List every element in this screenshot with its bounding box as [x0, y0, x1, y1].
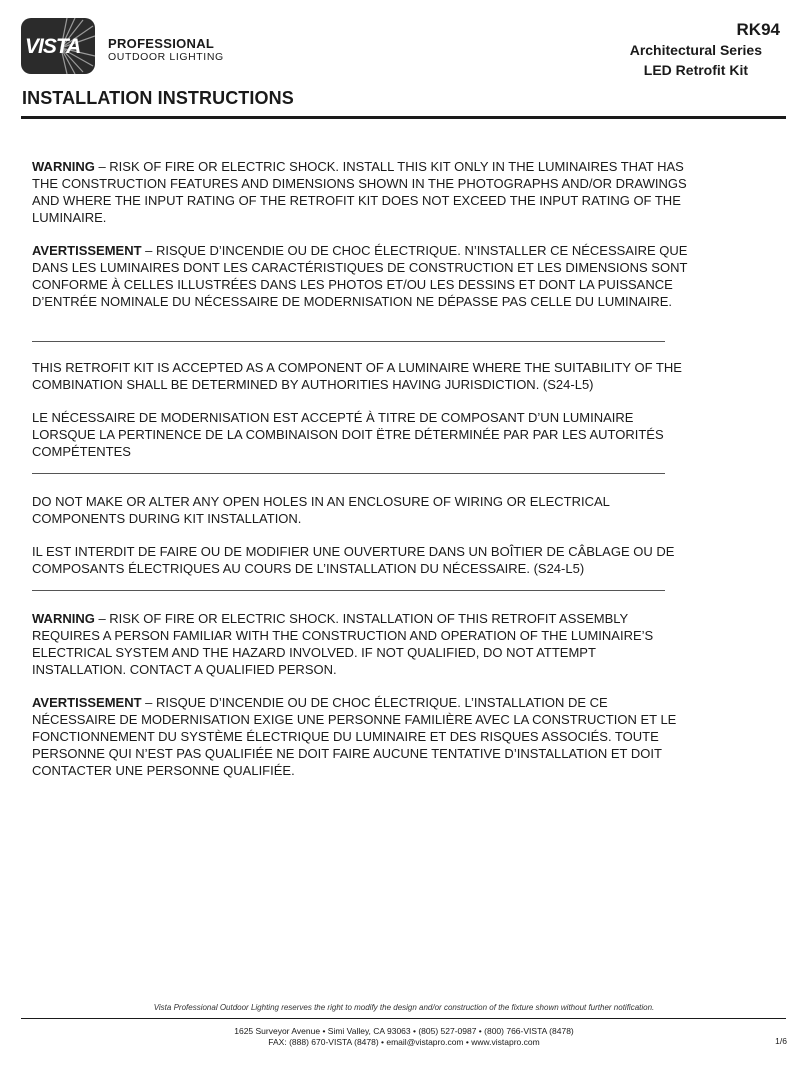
warning-paragraph-en [32, 158, 692, 226]
product-name: LED Retrofit Kit [643, 62, 748, 78]
section-divider [32, 590, 665, 591]
header-divider [21, 116, 786, 119]
footer-address: 1625 Surveyor Avenue • Simi Valley, CA 93063 • (805) 527-0987 • (800) 766-VISTA (8478) [234, 1026, 574, 1036]
holes-paragraph-fr: IL EST INTERDIT DE FAIRE OU DE MODIFIER UNE OUVERTURE DANS UN BOÎTIER DE CÂBLAGE OU DE COMPOSANTS ÉLECTRIQUES AU COURS DE L’INSTALLATION DU NÉCESSAIRE. (S24-L5) [32, 544, 675, 576]
section-divider [32, 473, 665, 474]
footer-divider [21, 1018, 786, 1019]
acceptance-paragraph-en: THIS RETROFIT KIT IS ACCEPTED AS A COMPONENT OF A LUMINAIRE WHERE THE SUITABILITY OF THE COMBINATION SHALL BE DETERMINED BY AUTHORITIES HAVING JURISDICTION. (S24-L5) [32, 360, 682, 392]
avertissement-text: – RISQUE D’INCENDIE OU DE CHOC ÉLECTRIQUE. N’INSTALLER CE NÉCESSAIRE QUE DANS LES LUMINAIRES DONT LES CARACTÉRISTIQUES DE CONSTRUCTION ET LES DIMENSIONS SONT CONFORME À CELLES ILLUSTRÉES DANS LES PHOTOS ET/OU LES DESSINS ET DONT LA PUISSANCE D’ENTRÉE NOMINALE DU NÉCESSAIRE DE MODERNISATION NE DÉPASSE PAS CELLE DU LUMINAIRE. [32, 243, 688, 309]
product-series: Architectural Series [629, 42, 762, 58]
logo-wordmark: VISTA [25, 35, 81, 58]
brand-name: PROFESSIONAL [108, 36, 215, 51]
warning-label: WARNING [32, 159, 95, 174]
model-number: RK94 [736, 20, 780, 39]
warning-text: – RISK OF FIRE OR ELECTRIC SHOCK. INSTALL THIS KIT ONLY IN THE LUMINAIRES THAT HAS THE CONSTRUCTION FEATURES AND DIMENSIONS SHOWN IN THE PHOTOGRAPHS AND/OR DRAWINGS AND WHERE THE INPUT RATING OF THE RETROFIT KIT DOES NOT EXCEED THE INPUT RATING OF THE LUMINAIRE. [32, 159, 687, 225]
footer-contact: FAX: (888) 670-VISTA (8478) • email@vistapro.com • www.vistapro.com [268, 1037, 540, 1047]
avertissement-label: AVERTISSEMENT [32, 243, 142, 258]
avertissement-text: – RISQUE D’INCENDIE OU DE CHOC ÉLECTRIQUE. L’INSTALLATION DE CE NÉCESSAIRE DE MODERNISATION EXIGE UNE PERSONNE FAMILIÈRE AVEC LA CONSTRUCTION ET LE FONCTIONNEMENT DU SYSTÈME ÉLECTRIQUE DU LUMINAIRE ET DES RISQUES ASSOCIÉS. TOUTE PERSONNE QUI N’EST PAS QUALIFIÉE NE DOIT FAIRE AUCUNE TENTATIVE D’INSTALLATION ET DOIT CONTACTER UNE PERSONNE QUALIFIÉE. [32, 695, 677, 778]
section-divider [32, 341, 665, 342]
holes-paragraph-en: DO NOT MAKE OR ALTER ANY OPEN HOLES IN AN ENCLOSURE OF WIRING OR ELECTRICAL COMPONENTS DURING KIT INSTALLATION. [32, 494, 610, 526]
page-number: 1/6 [775, 1036, 787, 1046]
acceptance-paragraph-fr: LE NÉCESSAIRE DE MODERNISATION EST ACCEPTÉ À TITRE DE COMPOSANT D’UN LUMINAIRE LORSQUE LA PERTINENCE DE LA COMBINAISON DOIT ËTRE DÉTERMINÉE PAR PAR LES AUTORITÉS COMPÉTENTES [32, 410, 664, 459]
warning-text: – RISK OF FIRE OR ELECTRIC SHOCK. INSTALLATION OF THIS RETROFIT ASSEMBLY REQUIRES A PERSON FAMILIAR WITH THE CONSTRUCTION AND OPERATION OF THE LUMINAIRE’S ELECTRICAL SYSTEM AND THE HAZARD INVOLVED. IF NOT QUALIFIED, DO NOT ATTEMPT INSTALLATION. CONTACT A QUALIFIED PERSON. [32, 611, 654, 677]
qualified-warning-paragraph-en [32, 610, 692, 678]
warning-label: WARNING [32, 611, 95, 626]
avertissement-paragraph-fr [32, 242, 692, 310]
footer-disclaimer: Vista Professional Outdoor Lighting reserves the right to modify the design and/or construction of the fixture shown without further notification. [153, 1003, 655, 1012]
qualified-avertissement-paragraph-fr [32, 694, 692, 779]
vista-logo [21, 18, 95, 74]
page-title: INSTALLATION INSTRUCTIONS [22, 88, 294, 108]
brand-tagline: OUTDOOR LIGHTING [108, 51, 224, 63]
avertissement-label: AVERTISSEMENT [32, 695, 142, 710]
